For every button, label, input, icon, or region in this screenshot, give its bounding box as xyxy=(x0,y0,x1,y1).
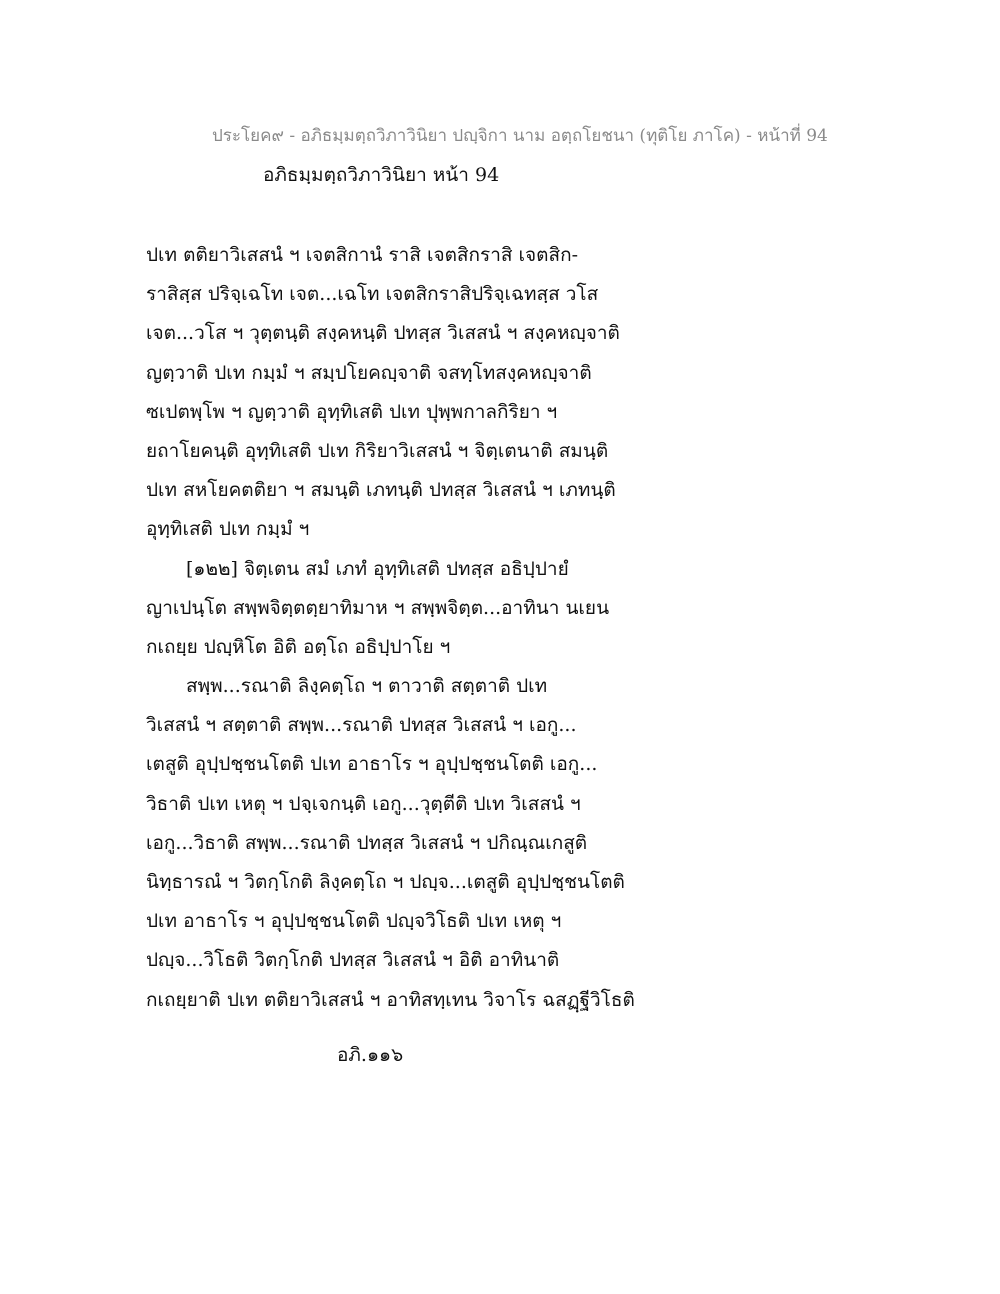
text-line: ญตฺวาติ ปเท กมฺมํ ฯ สมฺปโยคญฺจาติ จสทฺโทสงฺคหญฺจาติ xyxy=(146,361,592,384)
signature-mark: อภิ.๑๑๖ xyxy=(337,1044,404,1066)
text-line: ปเท ตติยาวิเสสนํ ฯ เจตสิกานํ ราสิ เจตสิกราสิ เจตสิก- xyxy=(146,244,579,266)
text-line: ปเท อาธาโร ฯ อุปฺปชฺชนโตติ ปญฺจวิโธติ ปเท เหตุ ฯ xyxy=(146,910,562,933)
text-line: ราสิสฺส ปริจฺเฉโท เจต...เฉโท เจตสิกราสิปริจฺเฉทสฺส วโส xyxy=(146,283,599,306)
body-text xyxy=(146,236,666,1020)
running-header: ประโยค๙ - อภิธมฺมตฺถวิภาวินิยา ปญฺจิกา นาม อตฺถโยชนา (ทุติโย ภาโค) - หน้าที่ 94 xyxy=(212,126,828,146)
text-line: อุทฺทิเสติ ปเท กมฺมํ ฯ xyxy=(146,518,310,541)
text-line: กเถยฺยาติ ปเท ตติยาวิเสสนํ ฯ อาทิสทฺเทน วิจาโร ฉสฏฺฐีวิโธติ xyxy=(146,988,635,1011)
text-line: นิทฺธารณํ ฯ วิตกฺโกติ ลิงฺคตฺโถ ฯ ปญฺจ...เตสูติ อุปฺปชฺชนโตติ xyxy=(146,871,625,893)
text-line: เตสูติ อุปฺปชฺชนโตติ ปเท อาธาโร ฯ อุปฺปชฺชนโตติ เอกู... xyxy=(146,753,598,776)
text-line: ปเท สหโยคตติยา ฯ สมนฺติ เภทนฺติ ปทสฺส วิเสสนํ ฯ เภทนฺติ xyxy=(146,479,616,502)
page-heading: อภิธมฺมตฺถวิภาวินิยา หน้า 94 xyxy=(263,164,500,186)
text-line: ยถาโยคนฺติ อุทฺทิเสติ ปเท กิริยาวิเสสนํ ฯ จิตฺเตนาติ สมนฺติ xyxy=(146,439,609,462)
text-line: เจต...วโส ฯ วุตฺตนฺติ สงฺคหนฺติ ปทสฺส วิเสสนํ ฯ สงฺคหญฺจาติ xyxy=(146,322,620,345)
paragraph-start-line: สพฺพ...รณาติ ลิงฺคตฺโถ ฯ ตาวาติ สตฺตาติ ปเท xyxy=(186,675,548,698)
text-line: วิเสสนํ ฯ สตฺตาติ สพฺพ...รณาติ ปทสฺส วิเสสนํ ฯ เอกู... xyxy=(146,714,577,737)
text-line: กเถยฺย ปญฺหิโต อิติ อตฺโถ อธิปฺปาโย ฯ xyxy=(146,635,451,658)
text-line: เอกู...วิธาติ สพฺพ...รณาติ ปทสฺส วิเสสนํ ฯ ปกิณฺณเกสูติ xyxy=(146,831,588,854)
text-line: ญาเปนฺโต สพฺพจิตฺตตฺยาทิมาห ฯ สพฺพจิตฺต...อาทินา นเยน xyxy=(146,596,610,619)
text-line: วิธาติ ปเท เหตุ ฯ ปจฺเจกนฺติ เอกู...วุตฺตีติ ปเท วิเสสนํ ฯ xyxy=(146,792,581,815)
text-line: ปญฺจ...วิโธติ วิตกฺโกติ ปทสฺส วิเสสนํ ฯ อิติ อาทินาติ xyxy=(146,949,560,972)
paragraph-start-line: [๑๒๒] จิตฺเตน สมํ เภทํ อุทฺทิเสติ ปทสฺส อธิปฺปายํ xyxy=(186,557,569,580)
text-line: ซเปตพฺโพ ฯ ญตฺวาติ อุทฺทิเสติ ปเท ปุพฺพกาลกิริยา ฯ xyxy=(146,400,558,423)
